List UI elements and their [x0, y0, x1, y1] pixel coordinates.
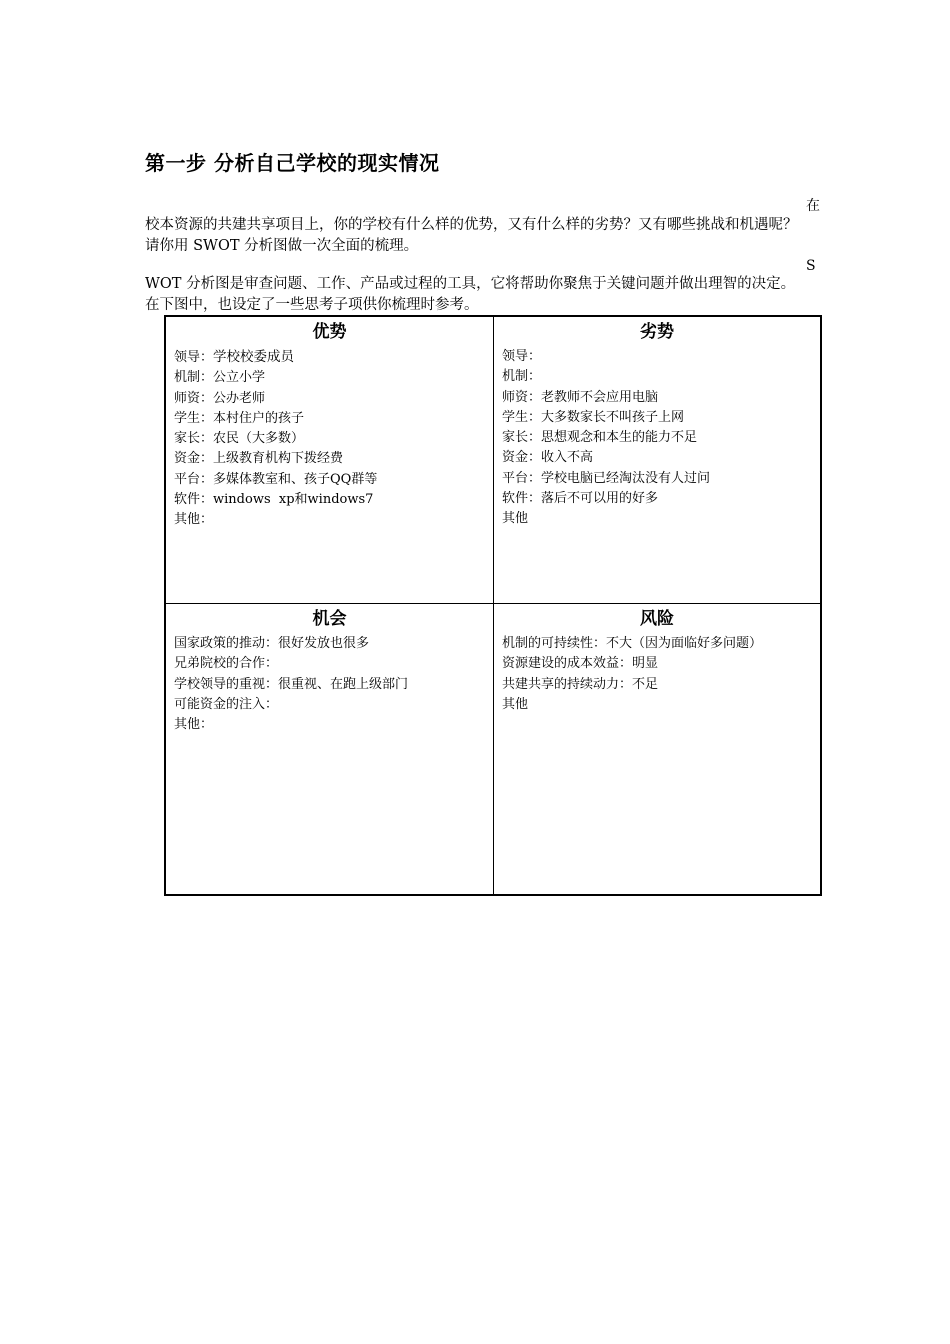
swot-item-label: 平台：: [174, 471, 214, 487]
swot-item: [502, 489, 812, 509]
opportunities-quadrant: [166, 604, 493, 894]
threats-title: 风险: [640, 609, 674, 629]
swot-item-value: 明显: [632, 656, 659, 672]
swot-item-label: 师资：: [502, 389, 542, 405]
swot-item: [502, 367, 812, 387]
swot-item-value: 学校电脑已经淘汰没有人过问: [541, 470, 711, 486]
swot-item-label: 其他: [502, 511, 529, 527]
swot-item-label: 其他：: [174, 717, 214, 733]
swot-item-label: 资金：: [174, 451, 214, 467]
swot-item-label: 学校领导的重视：: [174, 676, 279, 692]
swot-item-value: 不大（因为面临好多问题）: [606, 636, 763, 651]
swot-item-label: 可能资金的注入：: [174, 696, 279, 712]
swot-item-label: 兄弟院校的合作：: [174, 656, 279, 672]
swot-item-label: 家长：: [174, 431, 214, 447]
swot-item-label: 机制：: [174, 370, 214, 386]
swot-item: [174, 675, 485, 695]
strengths-title: 优势: [312, 322, 347, 342]
swot-item-value: 老教师不会应用电脑: [541, 389, 659, 405]
swot-item: [174, 409, 485, 429]
swot-description-paragraph: WOT 分析图是审查问题、工作、产品或过程的工具，它将帮助你聚焦于关键问题并做出理智的决定。在下图中，也设定了一些思考子项供你梳理时参考。: [145, 276, 796, 313]
swot-item: [174, 510, 485, 530]
swot-item-value: 大多数家长不叫孩子上网: [541, 409, 685, 425]
swot-item-label: 机制：: [502, 369, 542, 385]
page-heading: 第一步 分析自己学校的现实情况: [145, 151, 440, 175]
swot-item-label: 其他: [502, 696, 529, 712]
swot-item-value: 公办老师: [213, 390, 266, 406]
swot-item-label: 机制的可持续性：: [502, 636, 607, 651]
strengths-quadrant: [166, 317, 493, 603]
swot-item-value: 本村住户的孩子: [213, 410, 305, 426]
strengths-list: [174, 347, 485, 531]
opportunities-list: [174, 634, 485, 735]
swot-item: [502, 654, 812, 674]
swot-item-label: 师资：: [174, 390, 214, 406]
swot-item: [502, 428, 812, 448]
swot-item-label: 软件：: [502, 491, 542, 507]
swot-item-value: 收入不高: [541, 450, 594, 466]
swot-item: [502, 634, 812, 654]
swot-item: [174, 490, 485, 510]
swot-item-label: 软件：: [174, 492, 214, 508]
opportunities-title: 机会: [312, 609, 347, 629]
swot-item: [174, 470, 485, 490]
weaknesses-title: 劣势: [640, 322, 674, 342]
margin-char: 在: [806, 198, 820, 214]
swot-item: [502, 388, 812, 408]
swot-item: [174, 389, 485, 409]
weaknesses-list: [502, 347, 812, 530]
threats-list: [502, 634, 812, 715]
swot-item-label: 领导：: [174, 350, 214, 365]
swot-item-value: 公立小学: [213, 370, 266, 386]
swot-item-label: 资源建设的成本效益：: [502, 656, 633, 672]
swot-item-label: 共建共享的持续动力：: [502, 676, 633, 692]
swot-item-value: 上级教育机构下拨经费: [213, 451, 344, 467]
swot-item-label: 学生：: [174, 410, 214, 426]
weaknesses-quadrant: [494, 317, 820, 603]
swot-item-value: 很好发放也很多: [278, 636, 370, 651]
swot-item: [174, 449, 485, 469]
threats-quadrant: [494, 604, 820, 894]
swot-item: [502, 469, 812, 489]
swot-item: [502, 675, 812, 695]
swot-item-label: 平台：: [502, 470, 542, 486]
margin-char: S: [806, 258, 816, 274]
swot-item-value: 多媒体教室和、孩子QQ群等: [213, 471, 378, 487]
swot-item: [174, 715, 485, 735]
swot-item: [502, 695, 812, 715]
swot-item-value: 农民（大多数）: [213, 431, 305, 447]
swot-item: [502, 509, 812, 529]
swot-item-value: 不足: [632, 676, 659, 692]
swot-item-value: 思想观念和本生的能力不足: [541, 430, 698, 446]
swot-item-value: 落后不可以用的好多: [541, 491, 659, 507]
swot-item: [174, 368, 485, 388]
swot-table: [164, 315, 822, 896]
swot-item-label: 国家政策的推动：: [174, 636, 279, 651]
intro-paragraph: 校本资源的共建共享项目上，你的学校有什么样的优势，又有什么样的劣势？又有哪些挑战和机遇呢？请你用 SWOT 分析图做一次全面的梳理。: [145, 217, 798, 254]
swot-item-label: 其他：: [174, 512, 214, 528]
swot-item-value: 学校校委成员: [213, 349, 295, 365]
swot-item: [502, 448, 812, 468]
swot-item-value: 很重视、在跑上级部门: [278, 676, 409, 692]
swot-item-value: windows xp和windows7: [213, 492, 374, 508]
swot-item: [174, 429, 485, 449]
swot-item: [502, 408, 812, 428]
swot-item: [502, 347, 812, 367]
swot-item: [174, 695, 485, 715]
swot-item-label: 资金：: [502, 450, 542, 466]
swot-item: [174, 347, 485, 368]
swot-item-label: 家长：: [502, 430, 542, 446]
swot-item: [174, 634, 485, 654]
swot-item: [174, 654, 485, 674]
swot-item-label: 领导：: [502, 349, 542, 364]
swot-item-label: 学生：: [502, 409, 542, 425]
